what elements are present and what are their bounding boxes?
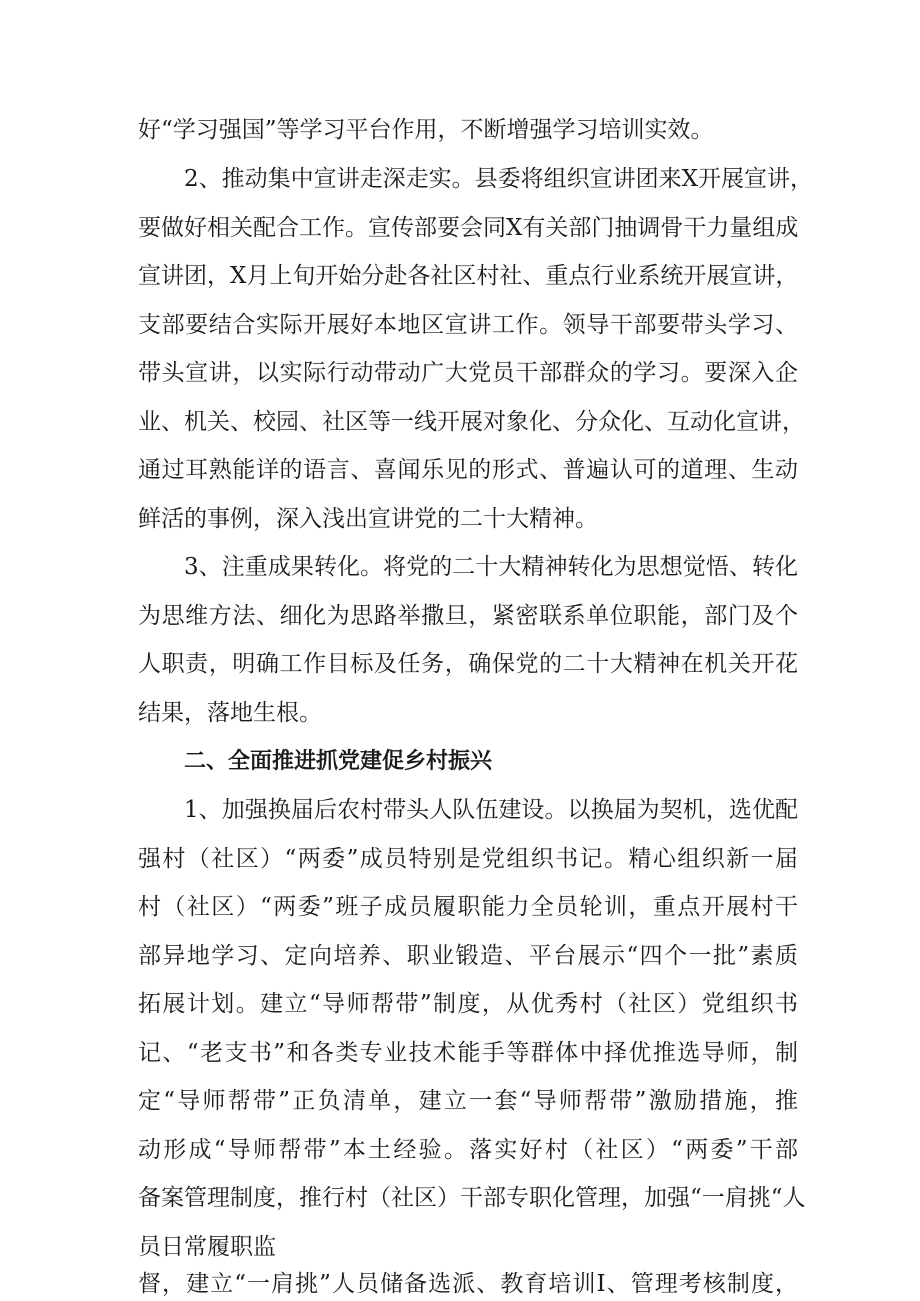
text-line: 员日常履职监 [138,1234,276,1260]
text-line: 强村（社区）“两委”成员特别是党组织书记。精心组织新一届 [138,846,798,872]
text-line: 好“学习强国”等学习平台作用，不断增强学习培训实效。 [138,117,714,143]
text-line: 拓展计划。建立“导师帮带”制度，从优秀村（社区）党组织书 [138,991,798,1017]
text-line: 通过耳熟能详的语言、喜闻乐见的形式、普遍认可的道理、生动 [138,457,798,483]
text-line: 支部要结合实际开展好本地区宣讲工作。领导干部要带头学习、 [138,312,798,338]
text-line: 定“导师帮带”正负清单，建立一套“导师帮带”激励措施，推 [138,1088,798,1114]
text-line: 为思维方法、细化为思路举撒旦，紧密联系单位职能，部门及个 [138,603,798,629]
text-line: 村（社区）“两委”班子成员履职能力全员轮训，重点开展村干 [138,894,798,920]
text-line: 2、推动集中宣讲走深走实。县委将组织宣讲团来X开展宣讲， [184,166,814,192]
text-line: 部异地学习、定向培养、职业锻造、平台展示“四个一批”素质 [138,943,798,969]
text-line: 结果，落地生根。 [138,700,322,726]
text-line: 动形成“导师帮带”本土经验。落实好村（社区）“两委”干部 [138,1137,798,1163]
text-line: 要做好相关配合工作。宣传部要会同X有关部门抽调骨干力量组成 [138,215,799,241]
text-line: 人职责，明确工作目标及任务，确保党的二十大精神在机关开花 [138,651,798,677]
text-line: 备案管理制度，推行村（社区）干部专职化管理，加强“一肩挑“人 [138,1185,806,1211]
text-line: 宣讲团，X月上旬开始分赴各社区村社、重点行业系统开展宣讲， [138,263,799,289]
text-line: 业、机关、校园、社区等一线开展对象化、分众化、互动化宣讲， [138,409,805,435]
text-line: 记、“老支书”和各类专业技术能手等群体中择优推选导师，制 [138,1040,798,1066]
text-line: 3、注重成果转化。将党的二十大精神转化为思想觉悟、转化 [184,554,798,580]
text-line: 1、加强换届后农村带头人队伍建设。以换届为契机，选优配 [184,797,798,823]
section-heading: 二、全面推进抓党建促乡村振兴 [184,749,493,774]
text-line: 督，建立“一肩挑”人员储备选派、教育培训I、管理考核制度， [138,1271,798,1297]
text-line: 带头宣讲，以实际行动带动广大党员干部群众的学习。要深入企 [138,360,798,386]
text-line: 鲜活的事例，深入浅出宣讲党的二十大精神。 [138,506,598,532]
